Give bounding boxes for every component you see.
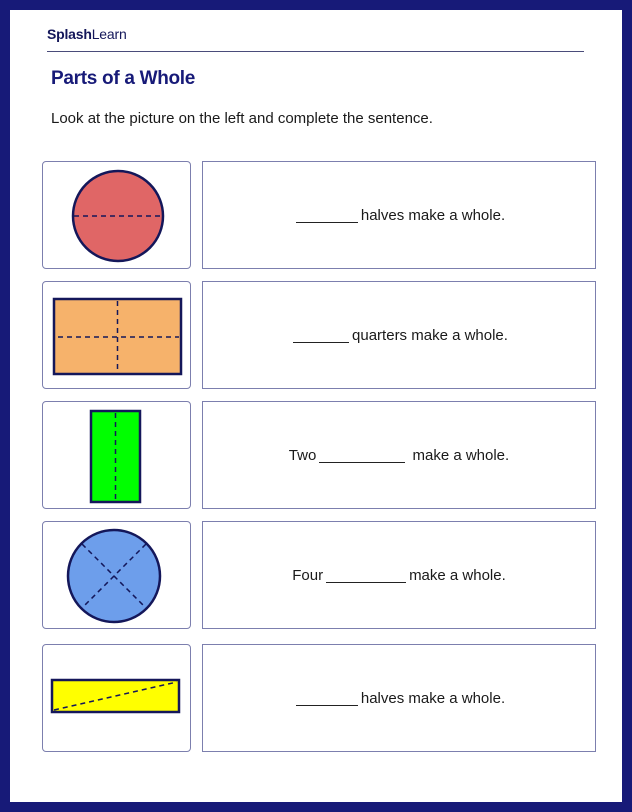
answer-blank-2[interactable] — [293, 328, 349, 343]
question-row-4 — [42, 521, 596, 629]
sentence-suffix: make a whole. — [409, 566, 506, 584]
picture-box-4 — [42, 521, 191, 629]
green-rectangle-halves-icon — [43, 402, 192, 510]
orange-rectangle-quarters-icon — [43, 282, 192, 390]
question-row-5 — [42, 644, 596, 752]
picture-box-3 — [42, 401, 191, 509]
sentence-box-3 — [202, 401, 596, 509]
logo-bold-text: Splash — [47, 26, 92, 42]
answer-blank-1[interactable] — [296, 208, 358, 223]
sentence-prefix: Four — [292, 566, 324, 584]
answer-blank-3[interactable] — [319, 448, 405, 463]
picture-box-1 — [42, 161, 191, 269]
worksheet-title: Parts of a Whole — [51, 68, 196, 89]
splashlearn-logo — [47, 26, 127, 42]
sentence-suffix: halves make a whole. — [360, 206, 506, 224]
logo-regular-text: Learn — [91, 26, 127, 42]
picture-box-5 — [42, 644, 191, 752]
picture-box-2 — [42, 281, 191, 389]
sentence-box-2 — [202, 281, 596, 389]
sentence-suffix: make a whole. — [408, 446, 510, 464]
red-circle-halves-icon — [43, 162, 192, 270]
question-row-3 — [42, 401, 596, 509]
blue-circle-quarters-icon — [43, 522, 192, 630]
sentence-suffix: halves make a whole. — [360, 689, 506, 707]
answer-blank-4[interactable] — [326, 568, 406, 583]
worksheet-instruction: Look at the picture on the left and complete the sentence. — [51, 110, 433, 127]
sentence-box-1 — [202, 161, 596, 269]
header-divider — [47, 51, 584, 52]
answer-blank-5[interactable] — [296, 691, 358, 706]
sentence-suffix: quarters make a whole. — [352, 326, 508, 344]
sentence-box-5 — [202, 644, 596, 752]
question-row-1 — [42, 161, 596, 269]
worksheet-page — [10, 10, 622, 802]
sentence-prefix: Two — [288, 446, 317, 464]
yellow-rectangle-diagonal-halves-icon — [43, 645, 192, 753]
question-row-2 — [42, 281, 596, 389]
sentence-box-4 — [202, 521, 596, 629]
